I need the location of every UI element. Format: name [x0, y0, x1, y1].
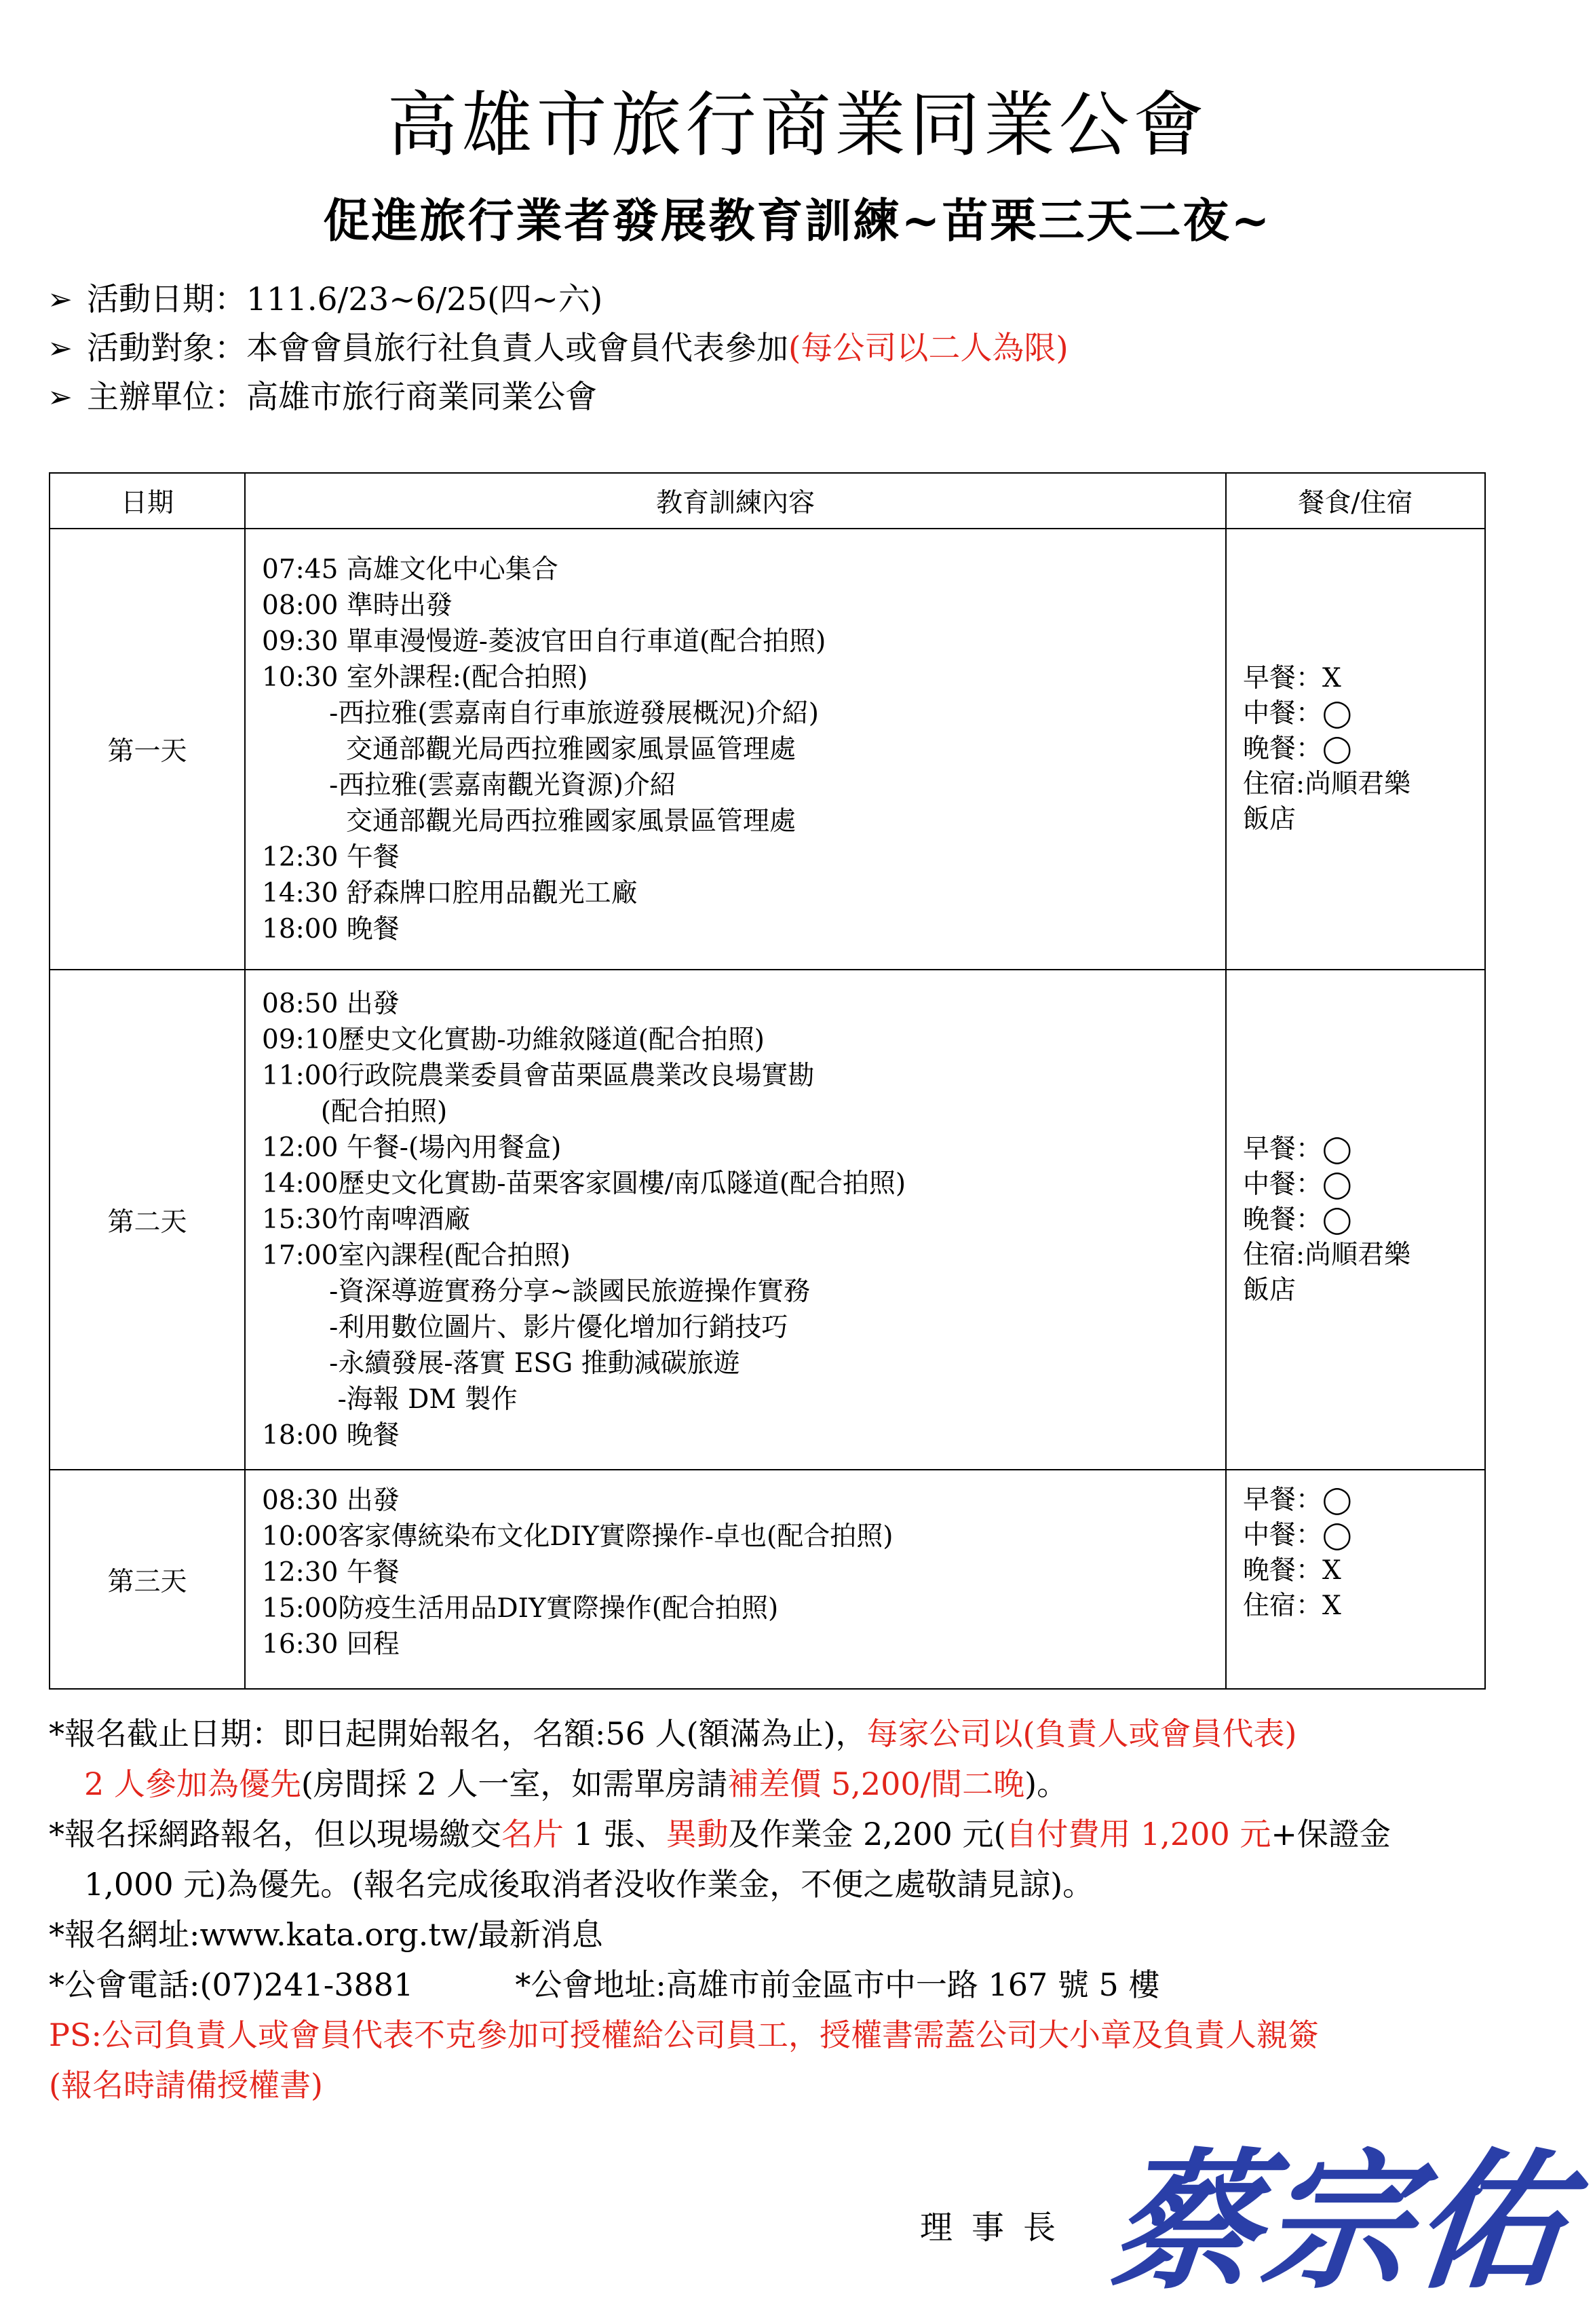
schedule-item: 15:00防疫生活用品DIY實際操作(配合拍照)	[262, 1593, 779, 1624]
page-title: 高雄市旅行商業同業公會	[387, 83, 1208, 166]
note-highlight: 自付費用 1,200 元	[1005, 1816, 1271, 1852]
schedule-item: 08:50 出發	[262, 989, 400, 1019]
day-cell: 第三天	[50, 1470, 245, 1689]
note-registration-cont: 1,000 元)為優先。(報名完成後取消者没收作業金，不便之處敬請見諒)。	[84, 1866, 1094, 1903]
meal-item: 晚餐：◯	[1243, 1204, 1352, 1235]
schedule-item: 09:10歷史文化實勘-功維敘隧道(配合拍照)	[262, 1025, 765, 1055]
note-highlight: 每家公司以(負責人或會員代表)	[866, 1715, 1297, 1752]
schedule-item: 10:30 室外課程:(配合拍照)	[262, 662, 588, 693]
schedule-item: 12:00 午餐-(場內用餐盒)	[262, 1132, 562, 1163]
meal-item: 早餐：◯	[1243, 1485, 1352, 1515]
note-deadline	[49, 1709, 1569, 1759]
schedule-item: 07:45 高雄文化中心集合	[262, 554, 558, 585]
meal-item: 住宿:尚順君樂	[1243, 1239, 1411, 1270]
schedule-item: 10:00客家傳統染布文化DIY實際操作-卓也(配合拍照)	[262, 1521, 893, 1552]
schedule-table	[49, 472, 1486, 1690]
note-registration	[49, 1809, 1569, 1859]
content-cell	[245, 529, 1226, 970]
note-highlight: 補差價 5,200/間二晚	[727, 1766, 1025, 1802]
header-meals: 餐食/住宿	[1226, 473, 1485, 529]
note-deadline-cont	[49, 1759, 1569, 1809]
arrow-bullet-icon: ➢	[47, 282, 73, 317]
info-row-date	[47, 275, 1069, 324]
info-row-organizer	[47, 373, 1069, 422]
info-value: 高雄市旅行商業同業公會	[246, 379, 597, 416]
info-value: 111.6/23~6/25(四~六)	[246, 281, 603, 318]
meal-item: 晚餐：◯	[1243, 734, 1352, 764]
page-subtitle: 促進旅行業者發展教育訓練~苗栗三天二夜~	[323, 194, 1272, 248]
schedule-item: 15:30竹南啤酒廠	[262, 1204, 471, 1235]
note-text: 1 張、	[564, 1816, 666, 1852]
content-cell	[245, 1470, 1226, 1689]
schedule-item: -海報 DM 製作	[262, 1384, 518, 1415]
meal-item: 晚餐：X	[1243, 1555, 1341, 1586]
table-row	[50, 970, 1485, 1470]
day-cell: 第一天	[50, 529, 245, 970]
schedule-item: -西拉雅(雲嘉南自行車旅遊發展概況)介紹)	[262, 698, 820, 729]
meal-item: 早餐：X	[1243, 663, 1341, 693]
schedule-item: 14:30 舒森牌口腔用品觀光工廠	[262, 877, 638, 909]
schedule-item: 交通部觀光局西拉雅國家風景區管理處	[262, 734, 796, 765]
schedule-item: 11:00行政院農業委員會苗栗區農業改良場實勘	[262, 1061, 815, 1091]
meal-item: 早餐：◯	[1243, 1133, 1352, 1164]
note-website: *報名網址:www.kata.org.tw/最新消息	[49, 1916, 603, 1953]
meal-cell	[1226, 1470, 1485, 1689]
content-cell	[245, 970, 1226, 1470]
schedule-item: -西拉雅(雲嘉南觀光資源)介紹	[262, 769, 676, 801]
note-ps-cont: (報名時請備授權書)	[49, 2067, 323, 2103]
schedule-item: 16:30 回程	[262, 1629, 400, 1660]
meal-cell	[1226, 529, 1485, 970]
table-header-row	[50, 473, 1485, 529]
note-address: *公會地址:高雄市前金區市中一路 167 號 5 樓	[515, 1966, 1160, 2003]
meal-item: 中餐：◯	[1243, 1520, 1352, 1550]
chairman-label: 理事長	[920, 2209, 1075, 2247]
schedule-body	[50, 529, 1485, 1689]
schedule-item: 18:00 晚餐	[262, 1420, 400, 1451]
note-phone: *公會電話:(07)241-3881	[49, 1966, 414, 2003]
info-label: 活動對象：	[87, 330, 246, 367]
note-contact	[49, 1960, 1569, 2010]
note-ps: PS:公司負責人或會員代表不克參加可授權給公司員工，授權書需蓋公司大小章及負責人親簽	[49, 2017, 1319, 2053]
note-text: *報名採網路報名，但以現場繳交	[49, 1816, 501, 1852]
note-text: 及作業金 2,200 元(	[728, 1816, 1006, 1852]
arrow-bullet-icon: ➢	[47, 380, 73, 415]
meal-item: 飯店	[1243, 1274, 1296, 1306]
registration-notes	[49, 1709, 1569, 2110]
event-info	[47, 275, 1069, 422]
schedule-item: 14:00歷史文化實勘-苗栗客家圓樓/南瓜隧道(配合拍照)	[262, 1168, 906, 1199]
schedule-item: 17:00室內課程(配合拍照)	[262, 1240, 571, 1271]
info-value: 本會會員旅行社負責人或會員代表參加	[246, 330, 788, 367]
note-highlight: 異動	[666, 1816, 729, 1852]
schedule-item: 12:30 午餐	[262, 1557, 400, 1588]
schedule-item: (配合拍照)	[262, 1097, 448, 1127]
schedule-item: 交通部觀光局西拉雅國家風景區管理處	[262, 805, 796, 837]
schedule-item: -永續發展-落實 ESG 推動減碳旅遊	[262, 1348, 740, 1379]
schedule-item: 08:30 出發	[262, 1485, 400, 1516]
info-label: 主辦單位：	[87, 379, 246, 416]
schedule-item: 18:00 晚餐	[262, 913, 400, 945]
header-content: 教育訓練內容	[245, 473, 1226, 529]
note-highlight: 2 人參加為優先	[84, 1766, 301, 1802]
schedule-item: 08:00 準時出發	[262, 590, 453, 621]
meal-item: 中餐：◯	[1243, 698, 1352, 729]
header-date: 日期	[50, 473, 245, 529]
note-text: (房間採 2 人一室，如需單房請	[301, 1766, 728, 1802]
meal-item: 住宿:尚順君樂	[1243, 769, 1411, 799]
schedule-item: 09:30 單車漫慢遊-菱波官田自行車道(配合拍照)	[262, 626, 826, 657]
schedule-item: -資深導遊實務分享~談國民旅遊操作實務	[262, 1276, 811, 1307]
meal-item: 飯店	[1243, 804, 1296, 835]
info-highlight: (每公司以二人為限)	[788, 330, 1069, 367]
note-text: *報名截止日期：即日起開始報名，名額:56 人(額滿為止)，	[49, 1715, 867, 1752]
info-row-target	[47, 324, 1069, 373]
meal-item: 住宿：X	[1243, 1590, 1341, 1621]
note-text: )。	[1024, 1766, 1069, 1802]
chairman-signature: 蔡宗佑	[1102, 2133, 1577, 2309]
table-row	[50, 529, 1485, 970]
schedule-item: 12:30 午餐	[262, 841, 400, 873]
note-text: +保證金	[1271, 1816, 1391, 1852]
note-highlight: 名片	[501, 1816, 564, 1852]
info-label: 活動日期：	[87, 281, 246, 318]
meal-cell	[1226, 970, 1485, 1470]
schedule-item: -利用數位圖片、影片優化增加行銷技巧	[262, 1312, 788, 1343]
arrow-bullet-icon: ➢	[47, 331, 73, 366]
meal-item: 中餐：◯	[1243, 1168, 1352, 1200]
table-row	[50, 1470, 1485, 1689]
day-cell: 第二天	[50, 970, 245, 1470]
